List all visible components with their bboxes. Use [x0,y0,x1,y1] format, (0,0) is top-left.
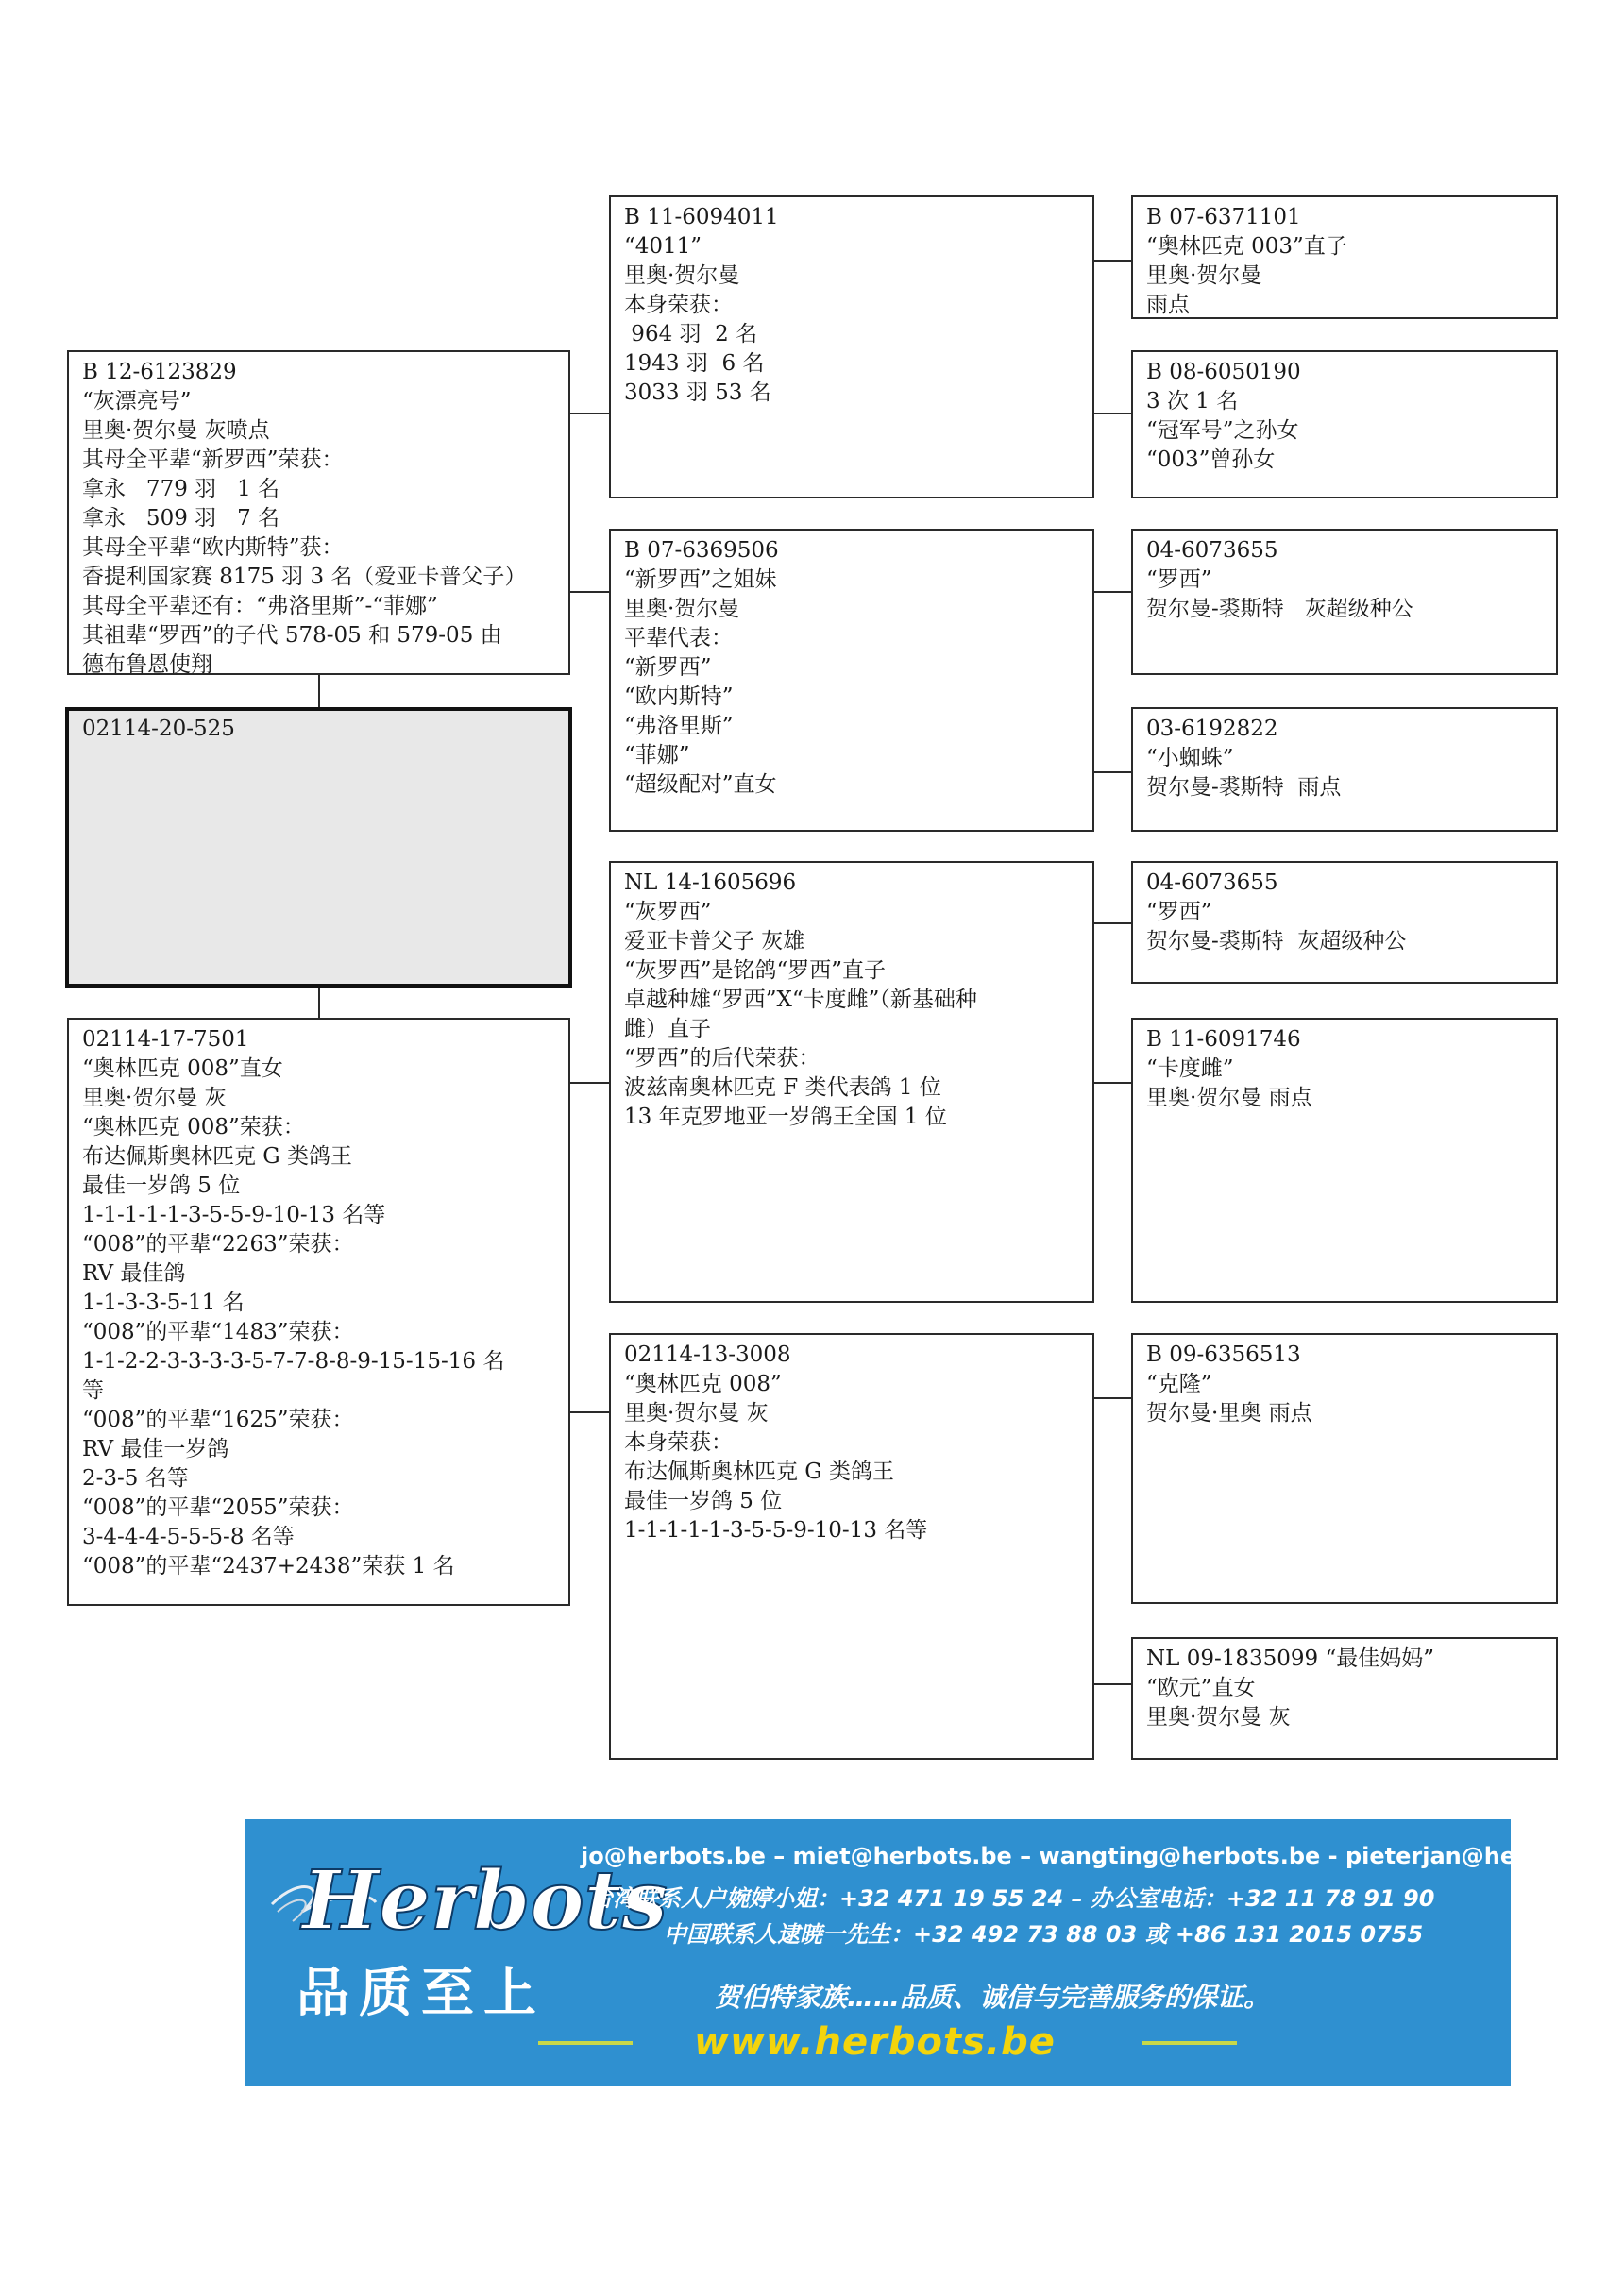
pedigree-line: “奥林匹克 003”直子 [1146,234,1347,259]
connector-sire-subject [318,675,320,707]
pedigree-line: 13 年克罗地亚一岁鸽王全国 1 位 [624,1105,947,1129]
grandsire-sire-card [609,195,1094,498]
great-grandparent-card-5 [1131,861,1558,984]
pedigree-line: “奥林匹克 008”荣获： [82,1115,305,1140]
website-link[interactable]: www.herbots.be [694,2020,1056,2064]
pedigree-line: “新罗西”之姐妹 [624,567,777,592]
pedigree-line: “奥林匹克 008”直女 [82,1056,283,1081]
pedigree-line: 最佳一岁鸽 5 位 [624,1489,783,1513]
pedigree-line: 2-3-5 名等 [82,1466,189,1491]
pedigree-line: “欧内斯特” [624,684,734,709]
pedigree-line: B 07-6369506 [624,538,779,563]
pedigree-line: RV 最佳一岁鸽 [82,1437,229,1461]
pedigree-line: “008”的平辈“2437+2438”荣获 1 名 [82,1554,455,1578]
great-grandparent-card-2 [1131,350,1558,498]
pedigree-line: 1-1-1-1-1-3-5-5-9-10-13 名等 [82,1203,386,1227]
great-grandparent-card-7 [1131,1333,1558,1604]
subject-card [65,707,572,988]
pedigree-line: “冠军号”之孙女 [1146,418,1299,443]
decor-line-left [538,2041,633,2045]
pedigree-line: NL 09-1835099 “最佳妈妈” [1146,1646,1435,1671]
connector-sire-grand2 [570,591,609,593]
pedigree-line: 本身荣获： [624,1430,733,1455]
pedigree-line: 爱亚卡普父子 灰雄 [624,929,805,954]
pedigree-line: 等 [82,1378,104,1403]
pedigree-line: 贺尔曼-裘斯特 雨点 [1146,775,1342,800]
pedigree-line: “003”曾孙女 [1146,447,1276,472]
pedigree-line: 波兹南奥林匹克 F 类代表鸽 1 位 [624,1075,941,1100]
pedigree-line: 雌）直子 [624,1017,711,1041]
pedigree-line: 拿永 779 羽 1 名 [82,477,280,501]
pedigree-line: “008”的平辈“1483”荣获： [82,1320,354,1344]
pedigree-line: 3-4-4-4-5-5-5-8 名等 [82,1525,295,1549]
connector-g2-gg3 [1094,591,1131,593]
pedigree-line: B 08-6050190 [1146,360,1301,384]
pedigree-line: 平辈代表： [624,626,733,650]
pedigree-line: “小蜘蛛” [1146,746,1234,770]
connector-sire-grand1 [570,413,609,414]
dam-card [67,1018,570,1606]
pedigree-line: 3 次 1 名 [1146,389,1239,414]
pedigree-line: RV 最佳鸽 [82,1261,186,1286]
grandsire-dam-card [609,861,1094,1303]
connector-g3-gg5 [1094,922,1131,924]
pedigree-line: 德布鲁恩使翔 [82,652,212,677]
pedigree-line: “008”的平辈“2055”荣获： [82,1495,354,1520]
pedigree-line: 1-1-2-2-3-3-3-3-5-7-7-8-8-9-15-15-16 名 [82,1349,505,1374]
granddam-sire-card [609,529,1094,832]
pedigree-line: 964 羽 2 名 [624,322,758,346]
granddam-dam-card [609,1333,1094,1760]
pedigree-line: “新罗西” [624,655,712,680]
pedigree-line: “欧元”直女 [1146,1676,1256,1700]
emails-line[interactable]: jo@herbots.be – miet@herbots.be – wangting@herbots.be - pieterjan@herbots.be [581,1843,1623,1869]
herbots-logo [264,1846,668,1959]
pedigree-line: 02114-17-7501 [82,1027,249,1052]
pedigree-line: 里奥·贺尔曼 [1146,263,1262,288]
svg-text:Herbots: Herbots [302,1853,668,1949]
great-grandparent-card-1 [1131,195,1558,319]
slogan: 品质至上 [296,1963,546,2024]
pedigree-line: “008”的平辈“2263”荣获： [82,1232,354,1257]
pedigree-line: 雨点 [1146,293,1190,317]
pedigree-line: 里奥·贺尔曼 灰 [1146,1705,1291,1730]
great-grandparent-card-4 [1131,707,1558,832]
pedigree-line: 1-1-3-3-5-11 名 [82,1291,245,1315]
pedigree-line: B 07-6371101 [1146,205,1301,229]
herbots-banner [245,1819,1623,2086]
connector-g1-gg2 [1094,413,1131,414]
pedigree-line: “菲娜” [624,743,690,768]
pedigree-line: “灰罗西” [624,900,712,924]
pedigree-line: NL 14-1605696 [624,870,797,895]
pedigree-line: “奥林匹克 008” [624,1372,782,1396]
pedigree-line: 贺尔曼·里奥 雨点 [1146,1401,1312,1426]
pedigree-line: 其母全平辈“欧内斯特”获： [82,535,344,560]
pedigree-line: 3033 羽 53 名 [624,380,771,405]
pedigree-line: 里奥·贺尔曼 灰 [82,1086,227,1110]
guarantee-line: 贺伯特家族……品质、诚信与完善服务的保证。 [715,1982,1271,2013]
pedigree-line: “卡度雌” [1146,1056,1234,1081]
pedigree-line: “4011” [624,234,702,259]
pedigree-line: B 09-6356513 [1146,1342,1301,1367]
pedigree-line: 1-1-1-1-1-3-5-5-9-10-13 名等 [624,1518,928,1543]
pedigree-line: 04-6073655 [1146,538,1278,563]
pedigree-line: “超级配对”直女 [624,772,777,797]
pedigree-line: 02114-13-3008 [624,1342,791,1367]
pedigree-line: 贺尔曼-裘斯特 灰超级种公 [1146,929,1407,954]
pedigree-line: 里奥·贺尔曼 [624,263,740,288]
pedigree-line: 04-6073655 [1146,870,1278,895]
sire-card [67,350,570,675]
connector-dam-grand3 [570,1082,609,1084]
great-grandparent-card-3 [1131,529,1558,675]
pedigree-line: 其母全平辈还有：“弗洛里斯”-“菲娜” [82,594,438,618]
great-grandparent-card-6 [1131,1018,1558,1303]
pedigree-line: “克隆” [1146,1372,1212,1396]
pedigree-line: 里奥·贺尔曼 [624,597,740,621]
pedigree-line: 卓越种雄“罗西”X“卡度雌”（新基础种 [624,988,977,1012]
pedigree-line: 拿永 509 羽 7 名 [82,506,280,531]
connector-g4-gg7 [1094,1397,1131,1399]
pedigree-line: 贺尔曼-裘斯特 灰超级种公 [1146,597,1413,621]
pedigree-line: “罗西” [1146,900,1212,924]
pedigree-line: 03-6192822 [1146,717,1278,741]
pedigree-line: B 11-6091746 [1146,1027,1301,1052]
pedigree-line: B 11-6094011 [624,205,779,229]
pedigree-line: 香提利国家赛 8175 羽 3 名（爱亚卡普父子） [82,565,527,589]
connector-g2-gg4 [1094,771,1131,773]
pedigree-line: 里奥·贺尔曼 灰喷点 [82,418,270,443]
pedigree-line: B 12-6123829 [82,360,237,384]
decor-line-right [1142,2041,1237,2045]
connector-g1-gg1 [1094,260,1131,262]
china-contact-line: 中国联系人逮暁一先生：+32 492 73 88 03 或 +86 131 2015 0755 [664,1921,1424,1948]
pedigree-line: 02114-20-525 [82,717,235,741]
pedigree-line: 布达佩斯奥林匹克 G 类鸽王 [82,1144,352,1169]
pedigree-line: “罗西” [1146,567,1212,592]
great-grandparent-card-8 [1131,1637,1558,1760]
pedigree-line: 本身荣获： [624,293,733,317]
connector-g4-gg8 [1094,1683,1131,1685]
connector-g3-gg6 [1094,1082,1131,1084]
pedigree-line: 里奥·贺尔曼 雨点 [1146,1086,1312,1110]
pedigree-line: 1943 羽 6 名 [624,351,765,376]
pedigree-line: “罗西”的后代荣获： [624,1046,820,1071]
pedigree-line: 最佳一岁鸽 5 位 [82,1173,241,1198]
pedigree-line: 布达佩斯奥林匹克 G 类鸽王 [624,1460,894,1484]
taiwan-contact-line: 台湾联系人户婉婷小姐：+32 471 19 55 24 – 办公室电话：+32 11 78 91 90 [590,1885,1435,1912]
pedigree-line: “008”的平辈“1625”荣获： [82,1408,354,1432]
connector-subject-dam [318,988,320,1018]
pedigree-line: 里奥·贺尔曼 灰 [624,1401,769,1426]
pedigree-line: 其母全平辈“新罗西”荣获： [82,447,344,472]
pedigree-line: “灰漂亮号” [82,389,192,414]
pedigree-line: “灰罗西”是铭鸽“罗西”直子 [624,958,887,983]
connector-dam-grand4 [570,1411,609,1413]
pedigree-line: 其祖辈“罗西”的子代 578-05 和 579-05 由 [82,623,502,648]
pedigree-line: “弗洛里斯” [624,714,734,738]
